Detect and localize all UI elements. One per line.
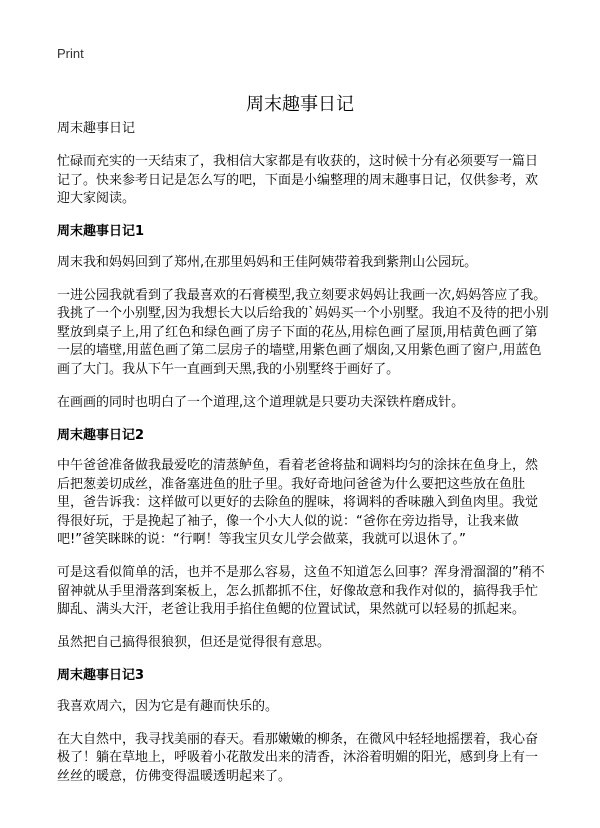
intro-paragraph: 忙碌而充实的一天结束了，我相信大家都是有收获的，这时候十分有必须要写一篇日记了。快来参考日记是怎么写的吧，下面是小编整理的周末趣事日记，仅供参考，欢迎大家阅读。 [57,154,539,206]
section-3-paragraph-1: 我喜欢周六，因为它是有趣而快乐的。 [57,698,279,714]
section-1-paragraph-3: 在画画的同时也明白了一个道理,这个道理就是只要功夫深铁杵磨成针。 [57,394,465,410]
section-3-paragraph-2: 在大自然中，我寻找美丽的春天。看那嫩嫩的柳条，在微风中轻轻地摇摆着，我心奋极了！躺在草地上，呼吸着小花散发出来的清香，沐浴着明媚的阳光，感到身上有一丝丝的暖意，仿佛变得温暖透明起来了。 [57,731,539,784]
section-heading-3: 周末趣事日记3 [57,668,145,683]
section-heading-2: 周末趣事日记2 [57,427,145,443]
document-title: 周末趣事日记 [246,94,354,116]
section-1-paragraph-2: 一进公园我就看到了我最喜欢的石膏模型,我立刻要求妈妈让我画一次,妈妈答应了我。我挑了一个小别墅,因为我想长大以后给我的`妈妈买一个小别墅。我迫不及待的把小别墅放到桌子上,用了红色和绿色画了房子下面的花丛,用棕色画了屋顶,用桔黄色画了第一层的墙壁,用蓝色画了第二层房子的墙壁,用紫色画了烟囱,又用紫色画了窗户,用蓝色画了大门。我从下午一直画到天黑,我的小别墅终于画好了。 [57,287,549,377]
print-label[interactable]: Print [57,46,84,61]
document-body [57,120,550,801]
subtitle: 周末趣事日记 [57,121,136,136]
section-2-paragraph-1: 中午爸爸准备做我最爱吃的清蒸鲈鱼，看着老爸将盐和调料均匀的涂抹在鱼身上，然后把葱姜切成丝，准备塞进鱼的肚子里。我好奇地问爸爸为什么要把这些放在鱼肚里，爸告诉我：这样做可以更好的去除鱼的腥味，将调料的香味融入到鱼肉里。我觉得很好玩，于是挽起了袖子，像一个小大人似的说：“爸你在旁边指导，让我来做吧!”爸笑眯眯的说：“行啊！等我宝贝女儿学会做菜，我就可以退休了。” [57,458,539,547]
section-2-paragraph-3: 虽然把自己搞得很狼狈，但还是觉得很有意思。 [57,635,331,650]
section-2-paragraph-2: 可是这看似简单的活，也并不是那么容易，这鱼不知道怎么回事？浑身滑溜溜的”稍不留神就从手里滑落到案板上，怎么抓都抓不住，好像故意和我作对似的，搞得我手忙脚乱、满头大汗，老爸让我用手掐住鱼鳃的位置试试，果然就可以轻易的抓起来。 [57,565,545,617]
section-heading-1: 周末趣事日记1 [57,224,145,239]
section-1-paragraph-1: 周末我和妈妈回到了郑州,在那里妈妈和王佳阿姨带着我到紫荆山公园玩。 [57,254,478,270]
